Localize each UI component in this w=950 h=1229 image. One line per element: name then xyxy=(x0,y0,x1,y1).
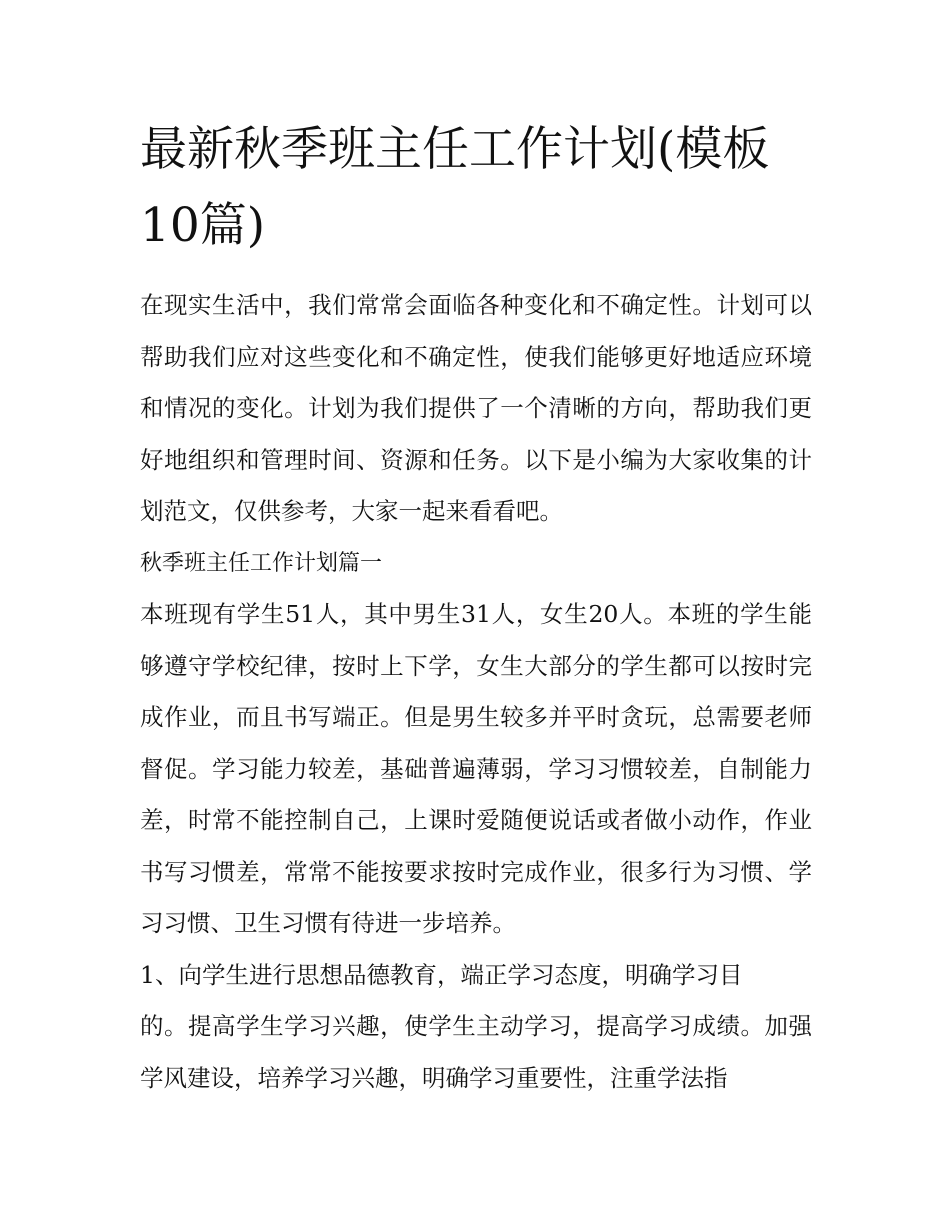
section-heading: 秋季班主任工作计划篇一 xyxy=(140,550,383,576)
document-body xyxy=(140,280,812,1104)
intro-paragraph: 在现实生活中，我们常常会面临各种变化和不确定性。计划可以帮助我们应对这些变化和不确定性，使我们能够更好地适应环境和情况的变化。计划为我们提供了一个清晰的方向，帮助我们更好地组织和管理时间、资源和任务。以下是小编为大家收集的计划范文，仅供参考，大家一起来看看吧。 xyxy=(140,291,812,525)
document-title: 最新秋季班主任工作计划(模板10篇) xyxy=(140,122,770,253)
list-item-1-continuation: 的。提高学生学习兴趣，使学生主动学习，提高学习成绩。加强学风建设，培养学习兴趣，明确学习重要性，注重学法指 xyxy=(140,1012,812,1092)
list-item-1-first-line: 1、向学生进行思想品德教育，端正学习态度，明确学习目 xyxy=(140,960,743,989)
body-paragraph: 本班现有学生51人，其中男生31人，女生20人。本班的学生能够遵守学校纪律，按时上下学，女生大部分的学生都可以按时完成作业，而且书写端正。但是男生较多并平时贪玩，总需要老师督促。学习能力较差，基础普遍薄弱，学习习惯较差，自制能力差，时常不能控制自己，上课时爱随便说话或者做小动作，作业书写习惯差，常常不能按要求按时完成作业，很多行为习惯、学习习惯、卫生习惯有待进一步培养。 xyxy=(140,600,812,937)
